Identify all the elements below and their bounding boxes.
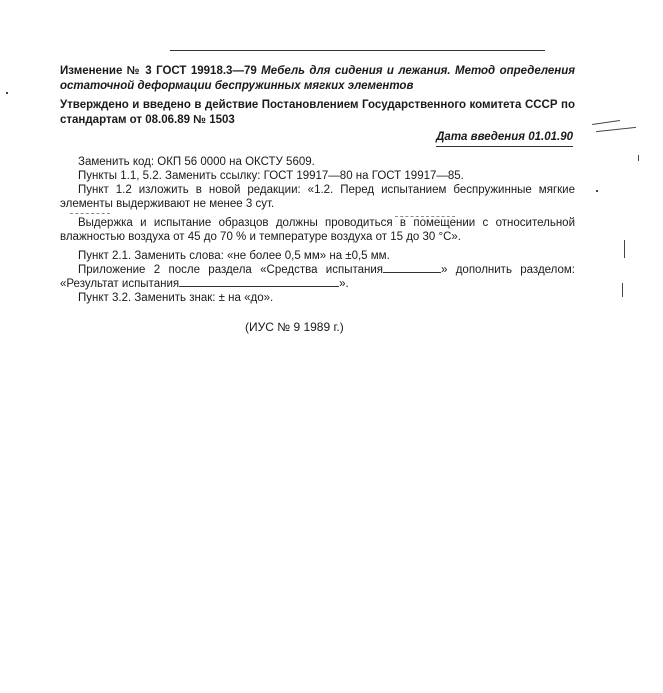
effective-date bbox=[436, 130, 573, 147]
effective-date-value: 01.01.90 bbox=[528, 131, 573, 143]
change-number: Изменение № 3 ГОСТ 19918.3—79 bbox=[60, 65, 262, 77]
approval-statement: Утверждено и введено в действие Постановлением Государственного комитета СССР по стандартам от 08.06.89 № 1503 bbox=[60, 99, 575, 126]
scan-dash-2 bbox=[70, 213, 110, 214]
paragraph-3-2: Пункт 3.2. Заменить знак: ± на «до». bbox=[78, 292, 274, 304]
paragraph-code: Заменить код: ОКП 56 0000 на ОКСТУ 5609. bbox=[78, 156, 315, 168]
amendment-body bbox=[60, 155, 575, 305]
scan-mark-left-1 bbox=[6, 92, 8, 94]
paragraph-conditions: Выдержка и испытание образцов должны проводиться в помещении с относительной влажностью воздуха от 45 до 70 % и температуре воздуха от 15 до 30 °С». bbox=[60, 217, 575, 243]
paragraph-2-1: Пункт 2.1. Заменить слова: «не более 0,5 мм» на ±0,5 мм. bbox=[78, 250, 390, 262]
scan-mark-right-4 bbox=[596, 190, 598, 192]
paragraph-appendix-2 bbox=[60, 263, 575, 291]
scan-mark-right-2 bbox=[596, 127, 636, 132]
blank-line-result bbox=[179, 277, 339, 287]
paragraph-1-2: Пункт 1.2 изложить в новой редакции: «1.2. Перед испытанием беспружинные мягкие элементы выдерживают не менее 3 сут. bbox=[60, 184, 575, 210]
scan-mark-right-6 bbox=[622, 283, 623, 297]
scan-mark-right-5 bbox=[624, 240, 625, 258]
change-header bbox=[60, 64, 575, 94]
paragraph-reference: Пункты 1.1, 5.2. Заменить ссылку: ГОСТ 19917—80 на ГОСТ 19917—85. bbox=[78, 170, 464, 182]
ius-reference: (ИУС № 9 1989 г.) bbox=[245, 320, 344, 334]
appendix-text-a: Приложение 2 после раздела «Средства испытания bbox=[78, 264, 383, 276]
scan-mark-right-1 bbox=[592, 120, 620, 125]
standard-title: Мебель для сидения и лежания. Метод определения остаточной деформации беспружинных мягких элементов bbox=[60, 65, 575, 92]
scan-dash-1 bbox=[395, 216, 455, 217]
blank-line-means bbox=[383, 263, 441, 273]
effective-date-label: Дата введения bbox=[436, 131, 529, 143]
appendix-text-b: » дополнить разделом: «Результат испытания bbox=[60, 264, 576, 290]
top-rule bbox=[170, 50, 545, 51]
scan-mark-right-3 bbox=[638, 155, 639, 161]
appendix-text-c: ». bbox=[339, 278, 349, 290]
